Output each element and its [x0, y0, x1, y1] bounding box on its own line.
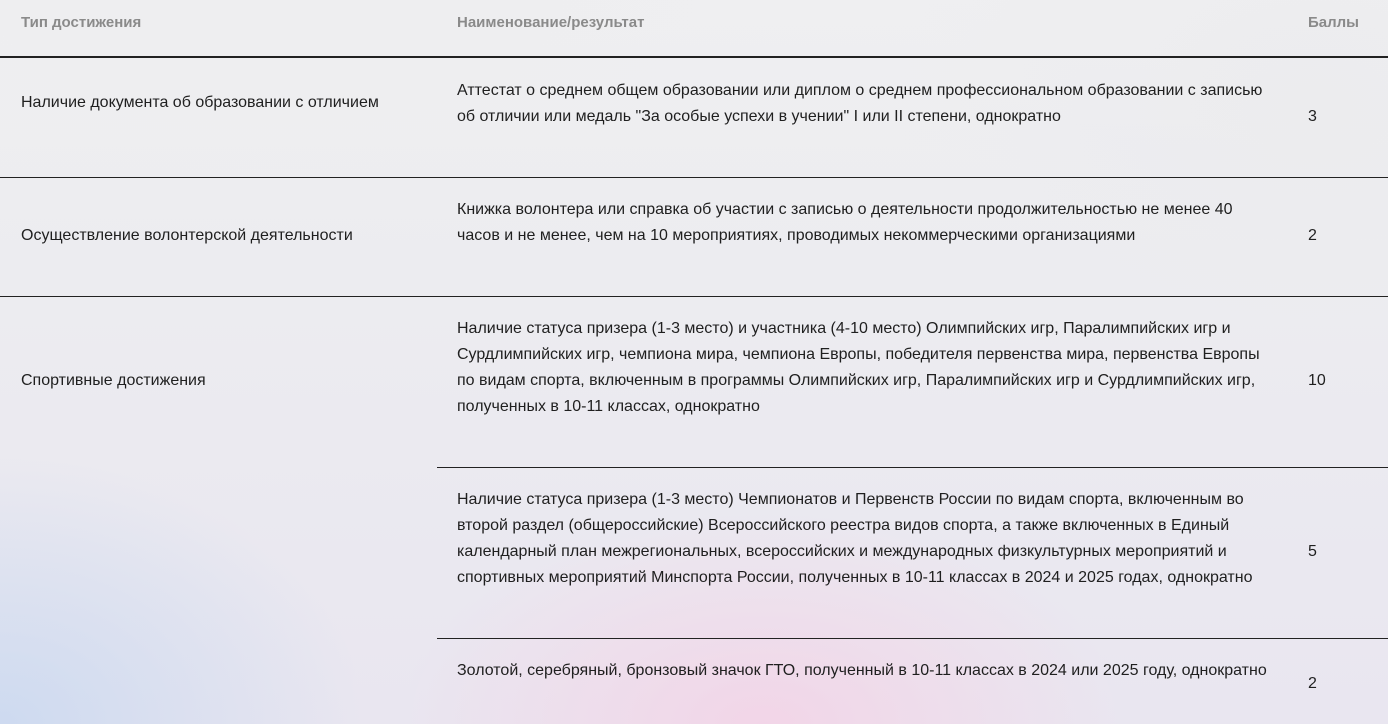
achievement-points: 5	[1308, 543, 1317, 560]
achievement-description: Наличие статуса призера (1-3 место) Чемпионатов и Первенств России по видам спорта, включенным во второй раздел (общероссийские) Всероссийского реестра видов спорта, а также включенных в Единый календарный план межрегиональных, всероссийских и международных физкультурных мероприятий и спортивных мероприятий Минспорта России, полученных в 10-11 классах в 2024 и 2025 годах, однократно	[457, 491, 1253, 586]
achievement-points: 2	[1308, 227, 1317, 244]
achievement-description: Аттестат о среднем общем образовании или диплом о среднем профессиональном образовании с записью об отличии или медаль "За особые успехи в учении" I или II степени, однократно	[457, 82, 1263, 125]
table-row	[0, 297, 1388, 724]
achievement-description: Золотой, серебряный, бронзовый значок ГТО, полученный в 10-11 классах в 2024 или 2025 году, однократно	[457, 662, 1267, 679]
table-row	[0, 58, 1388, 178]
achievement-type: Наличие документа об образовании с отличием	[21, 94, 379, 111]
achievement-points: 2	[1308, 675, 1317, 692]
header-type: Тип достижения	[21, 14, 142, 31]
subrow-divider	[437, 467, 1388, 468]
header-name: Наименование/результат	[457, 14, 645, 31]
table-header	[0, 0, 1388, 58]
achievement-type: Спортивные достижения	[21, 372, 206, 389]
achievement-type: Осуществление волонтерской деятельности	[21, 227, 353, 244]
header-points: Баллы	[1308, 14, 1359, 31]
achievement-description: Наличие статуса призера (1-3 место) и участника (4-10 место) Олимпийских игр, Паралимпийских игр и Сурдлимпийских игр, чемпиона мира, чемпиона Европы, победителя первенства мира, первенства Европы по видам спорта, включенным в программы Олимпийских игр, Паралимпийских игр и Сурдлимпийских игр, полученных в 10-11 классах, однократно	[457, 320, 1260, 415]
achievement-description: Книжка волонтера или справка об участии с записью о деятельности продолжительностью не менее 40 часов и не менее, чем на 10 мероприятиях, проводимых некоммерческими организациями	[457, 201, 1233, 244]
subrow-divider	[437, 638, 1388, 639]
achievement-points: 10	[1308, 372, 1326, 389]
achievement-points: 3	[1308, 108, 1317, 125]
table-row	[0, 178, 1388, 296]
